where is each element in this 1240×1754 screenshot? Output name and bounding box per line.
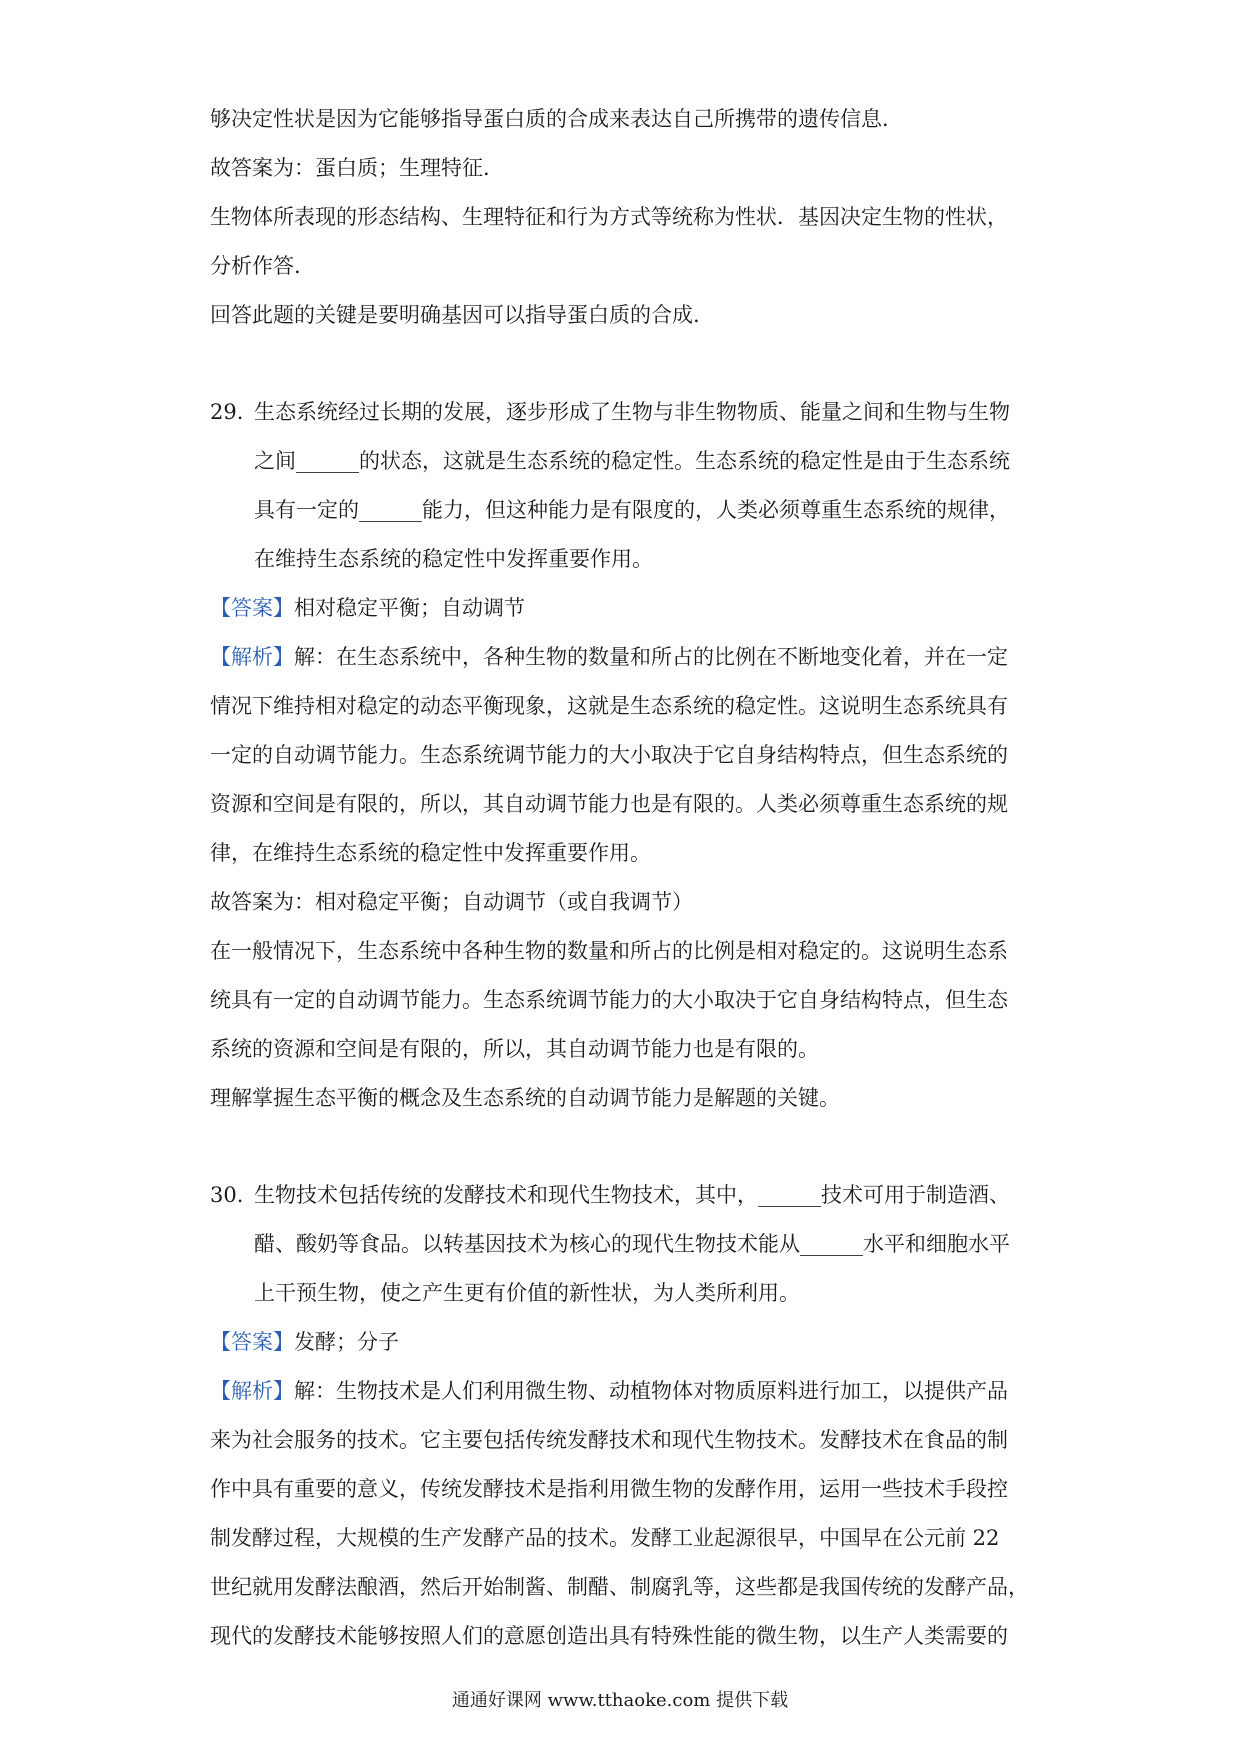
document-page — [210, 95, 1040, 1661]
question-29 — [210, 388, 1040, 1123]
text-line: 制发酵过程，大规模的生产发酵产品的技术。发酵工业起源很早，中国早在公元前 22 — [210, 1526, 1000, 1550]
analysis-tag: 【解析】 — [210, 1379, 294, 1403]
question-30 — [210, 1171, 1040, 1661]
text-line: 生物体所表现的形态结构、生理特征和行为方式等统称为性状．基因决定生物的性状， — [210, 205, 1008, 229]
text-line: 故答案为：相对稳定平衡；自动调节（或自我调节） — [210, 890, 693, 914]
text-line: 故答案为：蛋白质；生理特征. — [210, 156, 490, 180]
text-line: 律，在维持生态系统的稳定性中发挥重要作用。 — [210, 841, 651, 865]
analysis-text: 解：在生态系统中，各种生物的数量和所占的比例在不断地变化着，并在一定 — [294, 645, 1008, 669]
analysis-line — [210, 633, 1040, 682]
answer-line — [210, 584, 1040, 633]
question-number: 30. — [210, 1183, 244, 1207]
question-line — [210, 388, 1040, 437]
text-line: 分析作答. — [210, 254, 301, 278]
answer-text: 发酵；分子 — [294, 1330, 399, 1354]
text-line: 情况下维持相对稳定的动态平衡现象，这就是生态系统的稳定性。这说明生态系统具有 — [210, 694, 1008, 718]
question-line: 在维持生态系统的稳定性中发挥重要作用。 — [254, 547, 653, 571]
question-number: 29. — [210, 400, 244, 424]
question-line: 具有一定的______能力，但这种能力是有限度的，人类必须尊重生态系统的规律， — [254, 498, 1010, 522]
previous-answer-block — [210, 95, 1040, 340]
question-line: 上干预生物，使之产生更有价值的新性状，为人类所利用。 — [254, 1281, 800, 1305]
text-line: 资源和空间是有限的，所以，其自动调节能力也是有限的。人类必须尊重生态系统的规 — [210, 792, 1008, 816]
analysis-text: 解：生物技术是人们利用微生物、动植物体对物质原料进行加工，以提供产品 — [294, 1379, 1008, 1403]
text-line: 理解掌握生态平衡的概念及生态系统的自动调节能力是解题的关键。 — [210, 1086, 840, 1110]
spacer — [210, 1123, 1040, 1171]
question-line: 醋、酸奶等食品。以转基因技术为核心的现代生物技术能从______水平和细胞水平 — [254, 1232, 1010, 1256]
text-line: 来为社会服务的技术。它主要包括传统发酵技术和现代生物技术。发酵技术在食品的制 — [210, 1428, 1008, 1452]
text-line: 作中具有重要的意义，传统发酵技术是指利用微生物的发酵作用，运用一些技术手段控 — [210, 1477, 1008, 1501]
text-line: 系统的资源和空间是有限的，所以，其自动调节能力也是有限的。 — [210, 1037, 819, 1061]
page-footer: 通通好课网 www.tthaoke.com 提供下载 — [451, 1690, 789, 1711]
text-line: 现代的发酵技术能够按照人们的意愿创造出具有特殊性能的微生物，以生产人类需要的 — [210, 1624, 1008, 1648]
analysis-tag: 【解析】 — [210, 645, 294, 669]
analysis-line — [210, 1367, 1040, 1416]
question-line: 之间______的状态，这就是生态系统的稳定性。生态系统的稳定性是由于生态系统 — [254, 449, 1010, 473]
text-line: 够决定性状是因为它能够指导蛋白质的合成来表达自己所携带的遗传信息. — [210, 107, 889, 131]
spacer — [210, 340, 1040, 388]
question-text: 生态系统经过长期的发展，逐步形成了生物与非生物物质、能量之间和生物与生物 — [254, 400, 1010, 424]
text-line: 在一般情况下，生态系统中各种生物的数量和所占的比例是相对稳定的。这说明生态系 — [210, 939, 1008, 963]
answer-tag: 【答案】 — [210, 596, 294, 620]
text-line: 一定的自动调节能力。生态系统调节能力的大小取决于它自身结构特点，但生态系统的 — [210, 743, 1008, 767]
answer-line — [210, 1318, 1040, 1367]
text-line: 统具有一定的自动调节能力。生态系统调节能力的大小取决于它自身结构特点，但生态 — [210, 988, 1008, 1012]
answer-tag: 【答案】 — [210, 1330, 294, 1354]
text-line: 回答此题的关键是要明确基因可以指导蛋白质的合成. — [210, 303, 700, 327]
text-line: 世纪就用发酵法酿酒，然后开始制酱、制醋、制腐乳等，这些都是我国传统的发酵产品， — [210, 1575, 1029, 1599]
question-line — [210, 1171, 1040, 1220]
answer-text: 相对稳定平衡；自动调节 — [294, 596, 525, 620]
question-text: 生物技术包括传统的发酵技术和现代生物技术，其中，______技术可用于制造酒、 — [254, 1183, 1010, 1207]
